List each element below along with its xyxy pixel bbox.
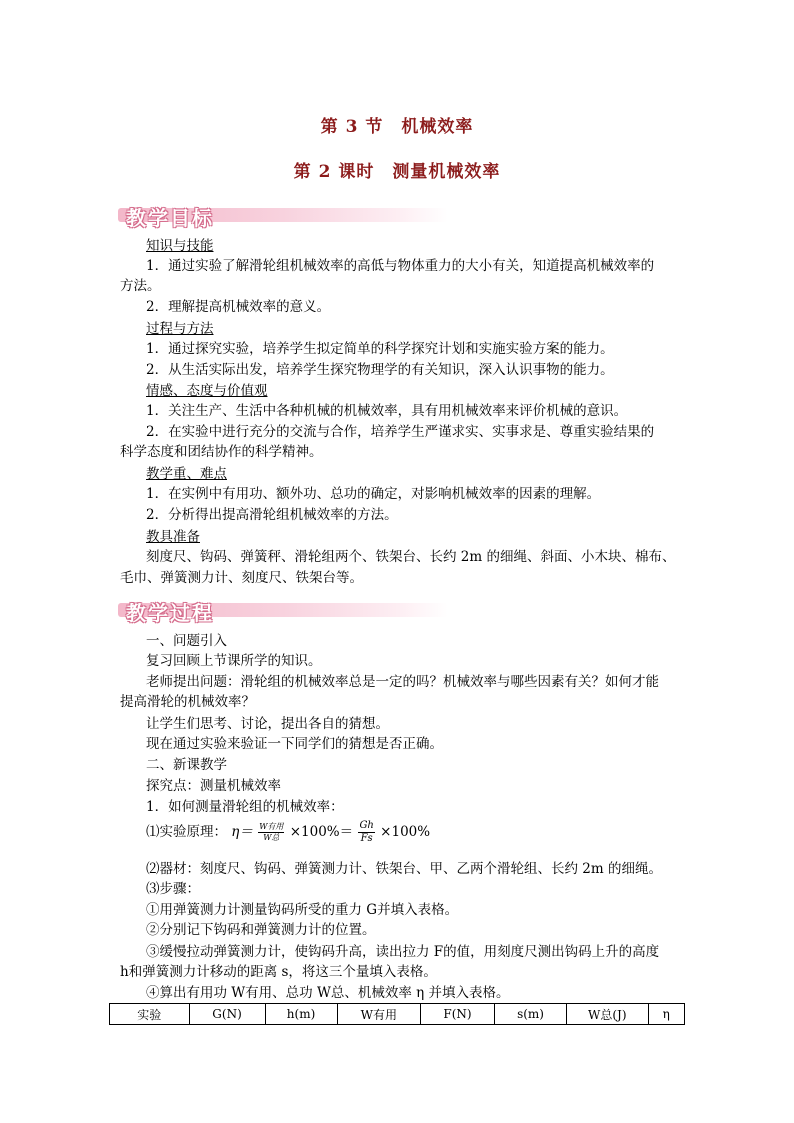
goal-line: 1．在实例中有用功、额外功、总功的确定，对影响机械效率的因素的理解。	[146, 486, 601, 502]
process-line: 探究点：测量机械效率	[146, 778, 281, 794]
goal-line: 1．关注生产、生活中各种机械的机械效率，具有用机械效率来评价机械的意识。	[146, 403, 628, 419]
process-line: ⑶步骤：	[146, 881, 200, 897]
fraction-work	[258, 822, 284, 843]
efficiency-formula	[146, 820, 430, 850]
process-line: ③缓慢拉动弹簧测力计，使钩码升高，读出拉力 F的值，用刻度尺测出钩码上升的高度	[146, 944, 660, 960]
goal-line: 2．理解提高机械效率的意义。	[146, 299, 331, 315]
process-line: 老师提出问题：滑轮组的机械效率总是一定的吗？机械效率与哪些因素有关？如何才能	[146, 674, 659, 690]
formula-times: ×100%	[380, 824, 431, 840]
process-banner	[118, 597, 448, 623]
fraction-force	[358, 820, 374, 845]
goals-banner-text: 教学目标	[126, 206, 214, 230]
process-line: ④算出有用功 W有用、总功 W总、机械效率 η 并填入表格。	[146, 985, 510, 1001]
goal-line: 2．从生活实际出发，培养学生探究物理学的有关知识，深入认识事物的能力。	[146, 362, 614, 378]
heading-process: 过程与方法	[146, 321, 214, 337]
process-line: ①用弹簧测力计测量钩码所受的重力 G并填入表格。	[146, 902, 459, 918]
table-header-cell: F(N)	[421, 1004, 495, 1025]
goal-line: 2．在实验中进行充分的交流与合作，培养学生严谨求实、实事求是、尊重实验结果的	[146, 424, 655, 440]
process-line: h和弹簧测力计移动的距离 s，将这三个量填入表格。	[120, 964, 437, 980]
goal-line: 2．分析得出提高滑轮组机械效率的方法。	[146, 507, 398, 523]
process-line: 让学生们思考、讨论，提出各自的猜想。	[146, 716, 389, 732]
process-line: 复习回顾上节课所学的知识。	[146, 653, 322, 669]
table-header-cell: W总(J)	[567, 1004, 649, 1025]
process-line: ②分别记下钩码和弹簧测力计的位置。	[146, 922, 376, 938]
goal-line: 毛巾、弹簧测力计、刻度尺、铁架台等。	[120, 570, 363, 586]
table-header-cell: s(m)	[495, 1004, 567, 1025]
heading-knowledge: 知识与技能	[146, 238, 214, 254]
process-line: 一、问题引入	[146, 633, 227, 649]
process-banner-text: 教学过程	[126, 601, 214, 625]
table-header-cell: η	[648, 1004, 684, 1025]
goal-line: 科学态度和团结协作的科学精神。	[120, 444, 323, 460]
fraction-denominator: Fs	[360, 833, 373, 844]
goal-line: 1．通过探究实验，培养学生拟定简单的科学探究计划和实施实验方案的能力。	[146, 341, 614, 357]
table-header-row	[110, 1004, 685, 1025]
goal-line: 刻度尺、钩码、弹簧秤、滑轮组两个、铁架台、长约 2m 的细绳、斜面、小木块、棉布、	[146, 549, 676, 565]
section-title: 第 3 节 机械效率	[320, 117, 474, 137]
formula-times: ×100%＝	[289, 824, 354, 840]
goal-line: 方法。	[120, 278, 161, 294]
process-line: 现在通过实验来验证一下同学们的猜想是否正确。	[146, 736, 443, 752]
fraction-denominator: W总	[263, 833, 280, 842]
formula-label: ⑴实验原理：	[146, 824, 227, 840]
process-line: ⑵器材：刻度尺、钩码、弹簧测力计、铁架台、甲、乙两个滑轮组、长约 2m 的细绳。	[146, 861, 662, 877]
heading-attitude: 情感、态度与价值观	[146, 383, 268, 399]
goals-banner	[118, 202, 448, 228]
heading-key-points: 教学重、难点	[146, 466, 227, 482]
data-table	[109, 1003, 685, 1025]
lesson-title: 第 2 课时 测量机械效率	[293, 162, 501, 182]
fraction-numerator: W有用	[259, 822, 284, 831]
table-header-cell: 实验	[110, 1004, 190, 1025]
table-header-cell: G(N)	[189, 1004, 265, 1025]
heading-materials: 教具准备	[146, 529, 200, 545]
process-line: 提高滑轮的机械效率？	[120, 694, 255, 710]
process-line: 1．如何测量滑轮组的机械效率：	[146, 799, 344, 815]
process-line: 二、新课教学	[146, 757, 227, 773]
formula-eta: η＝	[231, 824, 253, 840]
table-header-cell: h(m)	[265, 1004, 337, 1025]
fraction-numerator: Gh	[359, 820, 374, 831]
table-header-cell: W有用	[337, 1004, 420, 1025]
goal-line: 1．通过实验了解滑轮组机械效率的高低与物体重力的大小有关，知道提高机械效率的	[146, 258, 655, 274]
